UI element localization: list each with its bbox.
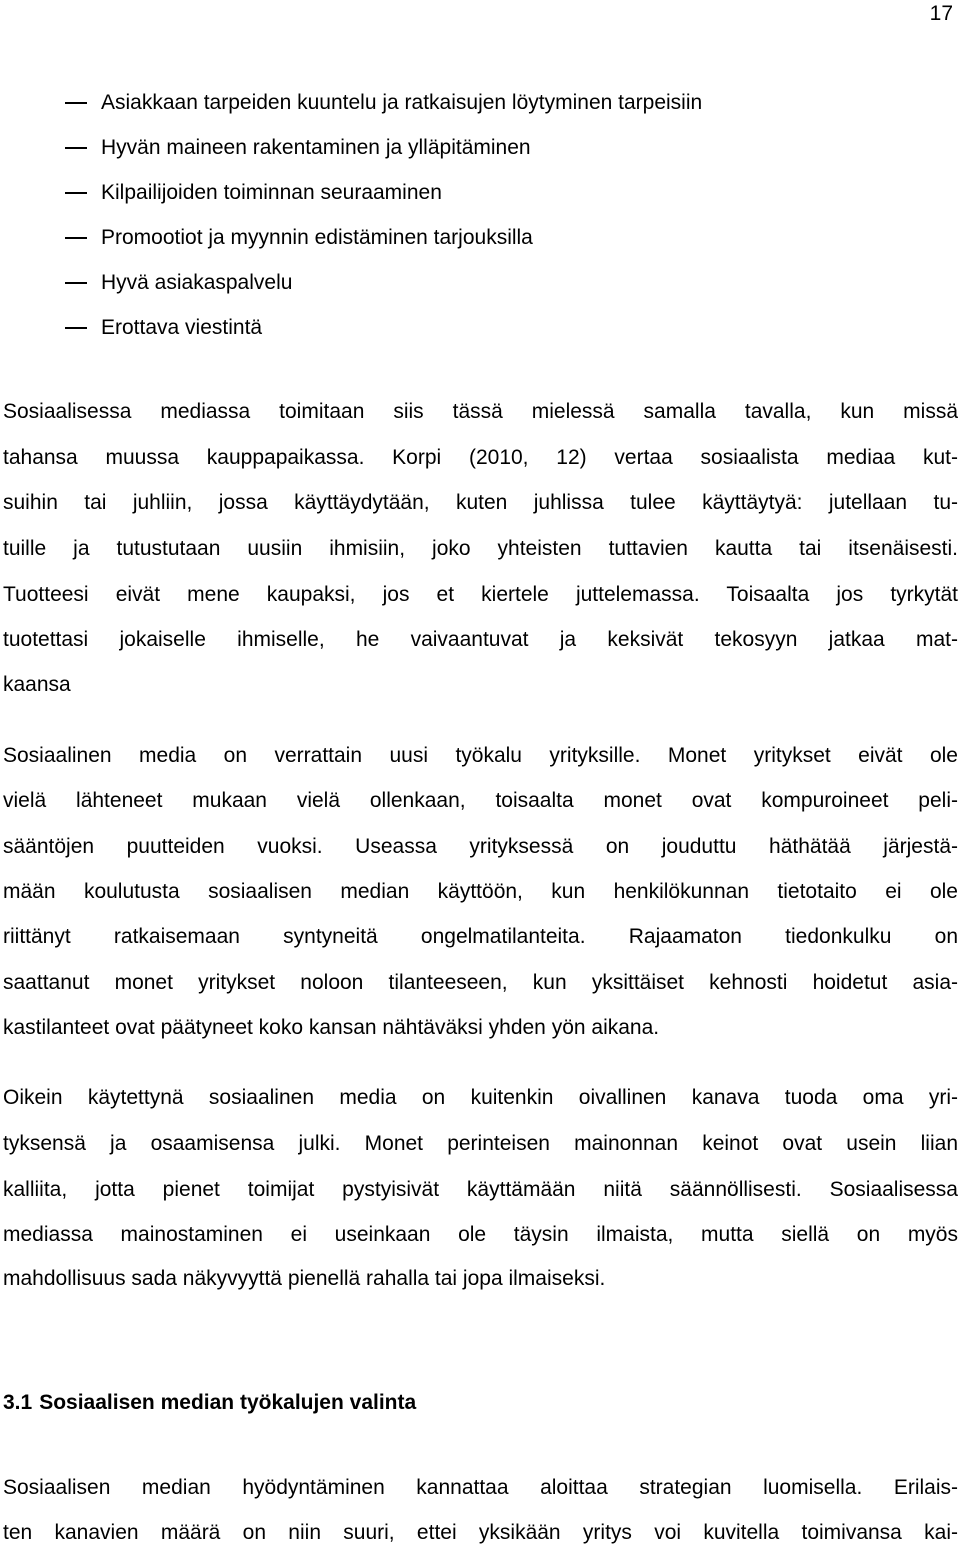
paragraph-line: riittänyt ratkaisemaan syntyneitä ongelmatilanteita. Rajaamaton tiedonkulku on bbox=[3, 925, 958, 948]
paragraph-line: tuotettasi jokaiselle ihmiselle, he vaivaantuvat ja keksivät tekosyyn jatkaa mat- bbox=[3, 628, 958, 651]
list-item-text: Asiakkaan tarpeiden kuuntelu ja ratkaisujen löytyminen tarpeisiin bbox=[101, 91, 703, 114]
dash-bullet-icon bbox=[65, 102, 87, 104]
list-item bbox=[0, 170, 960, 215]
section-number: 3.1 bbox=[3, 1391, 33, 1414]
paragraph-line: sääntöjen puutteiden vuoksi. Useassa yrityksessä on jouduttu häthätää järjestä- bbox=[3, 835, 958, 858]
page-number: 17 bbox=[929, 2, 953, 25]
dash-bullet-icon bbox=[65, 327, 87, 329]
list-item bbox=[0, 215, 960, 260]
paragraph-line: tuille ja tutustutaan uusiin ihmisiin, joko yhteisten tuttavien kautta tai itsenäisesti. bbox=[3, 537, 958, 560]
list-item bbox=[0, 80, 960, 125]
paragraph-line: vielä lähteneet mukaan vielä ollenkaan, toisaalta monet ovat kompuroineet peli- bbox=[3, 789, 958, 812]
paragraph-line: Oikein käytettynä sosiaalinen media on kuitenkin oivallinen kanava tuoda oma yri- bbox=[3, 1086, 958, 1109]
list-item bbox=[0, 305, 960, 350]
list-item-text: Erottava viestintä bbox=[101, 316, 263, 339]
list-item-text: Hyvä asiakaspalvelu bbox=[101, 271, 293, 294]
list-item bbox=[0, 260, 960, 305]
list-item-text: Promootiot ja myynnin edistäminen tarjouksilla bbox=[101, 226, 533, 249]
dash-bullet-icon bbox=[65, 147, 87, 149]
section-heading bbox=[3, 1380, 416, 1426]
paragraph-line: mään koulutusta sosiaalisen median käyttöön, kun henkilökunnan tietotaito ei ole bbox=[3, 880, 958, 903]
paragraph-line: mahdollisuus sada näkyvyyttä pienellä rahalla tai jopa ilmaiseksi. bbox=[3, 1267, 606, 1290]
dash-bullet-icon bbox=[65, 282, 87, 284]
dash-bullet-icon bbox=[65, 192, 87, 194]
paragraph-line: kalliita, jotta pienet toimijat pystyisivät käyttämään niitä säännöllisesti. Sosiaalisessa bbox=[3, 1178, 958, 1201]
paragraph-line: tyksensä ja osaamisensa julki. Monet perinteisen mainonnan keinot ovat usein liian bbox=[3, 1132, 958, 1155]
paragraph-line: Tuotteesi eivät mene kaupaksi, jos et kiertele juttelemassa. Toisaalta jos tyrkytät bbox=[3, 583, 958, 606]
paragraph-line: ten kanavien määrä on niin suuri, ettei yksikään yritys voi kuvitella toimivansa kai- bbox=[3, 1521, 958, 1544]
section-title: Sosiaalisen median työkalujen valinta bbox=[39, 1391, 417, 1414]
list-item-text: Hyvän maineen rakentaminen ja ylläpitäminen bbox=[101, 136, 531, 159]
paragraph-line: saattanut monet yritykset noloon tilanteeseen, kun yksittäiset kehnosti hoidetut asia- bbox=[3, 971, 958, 994]
list-item bbox=[0, 125, 960, 170]
dash-bullet-icon bbox=[65, 237, 87, 239]
paragraph-line: mediassa mainostaminen ei useinkaan ole täysin ilmaista, mutta siellä on myös bbox=[3, 1223, 958, 1246]
paragraph-line: Sosiaalisessa mediassa toimitaan siis tässä mielessä samalla tavalla, kun missä bbox=[3, 400, 958, 423]
paragraph-line: tahansa muussa kauppapaikassa. Korpi (2010, 12) vertaa sosiaalista mediaa kut- bbox=[3, 446, 958, 469]
paragraph-line: Sosiaalisen median hyödyntäminen kannattaa aloittaa strategian luomisella. Erilais- bbox=[3, 1476, 958, 1499]
paragraph-line: Sosiaalinen media on verrattain uusi työkalu yrityksille. Monet yritykset eivät ole bbox=[3, 744, 958, 767]
list-item-text: Kilpailijoiden toiminnan seuraaminen bbox=[101, 181, 442, 204]
bullet-list bbox=[0, 80, 960, 350]
paragraph-line: suihin tai juhliin, jossa käyttäydytään, kuten juhlissa tulee käyttäytyä: jutellaan tu- bbox=[3, 491, 958, 514]
paragraph-line: kaansa bbox=[3, 673, 71, 696]
paragraph-line: kastilanteet ovat päätyneet koko kansan nähtäväksi yhden yön aikana. bbox=[3, 1016, 660, 1039]
